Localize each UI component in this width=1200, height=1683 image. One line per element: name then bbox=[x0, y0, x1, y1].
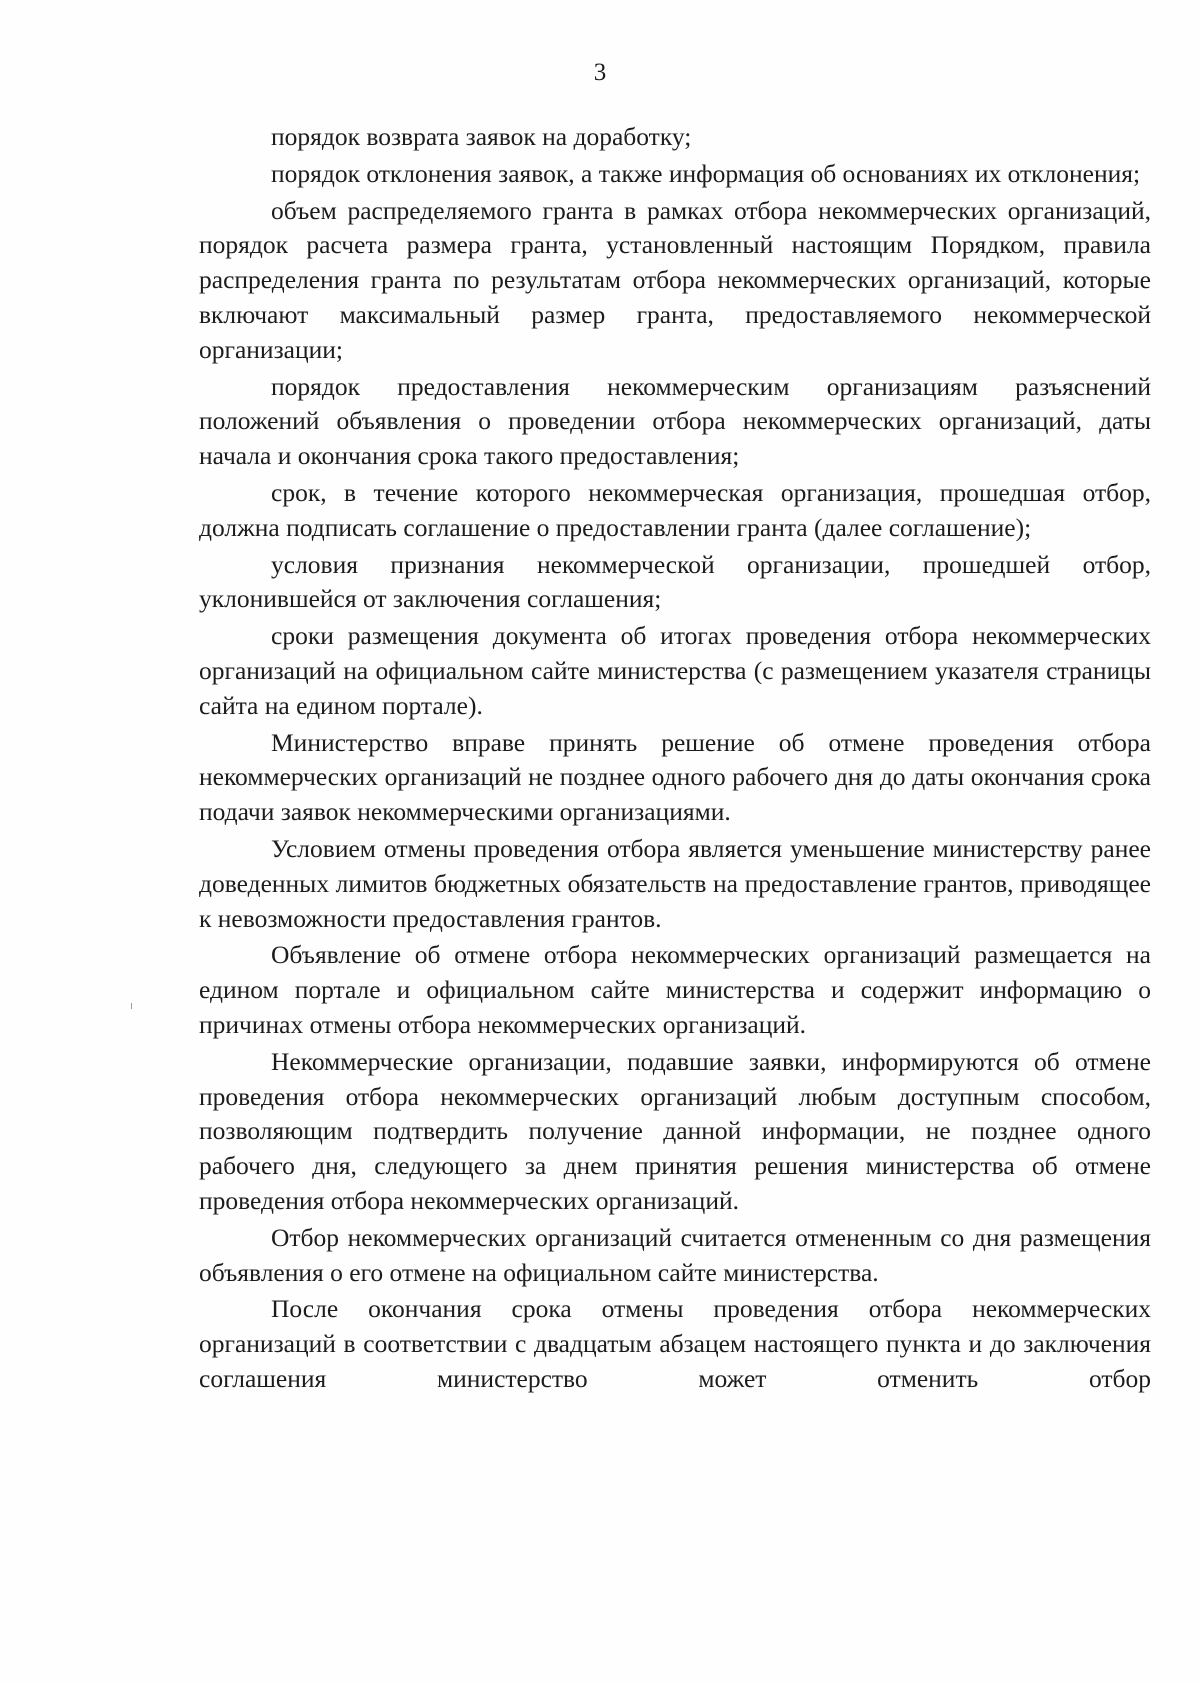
paragraph-cancellation-condition: Условием отмены проведения отбора является уменьшение министерству ранее доведенных лимитов бюджетных обязательств на предоставление грантов, приводящее к невозможности предоставления грантов. bbox=[199, 833, 1151, 933]
paragraph-grant-volume: объем распределяемого гранта в рамках отбора некоммерческих организаций, порядок расчета размера гранта, установленный настоящим Порядком, правила распределения гранта по результатам отбора некоммерческих организаций, которые включают максимальный размер гранта, предоставляемого некоммерческой организации; bbox=[199, 195, 1151, 364]
paragraph-clarifications: порядок предоставления некоммерческим организациям разъяснений положений объявления о проведении отбора некоммерческих организаций, даты начала и окончания срока такого предоставления; bbox=[199, 371, 1151, 471]
page-number: 3 bbox=[593, 59, 607, 86]
scan-artifact bbox=[131, 1003, 132, 1009]
paragraph-signing-term: срок, в течение которого некоммерческая организация, прошедшая отбор, должна подписать соглашение о предоставлении гранта (далее соглашение); bbox=[199, 477, 1151, 542]
paragraph-evasion-conditions: условия признания некоммерческой организации, прошедшей отбор, уклонившейся от заключения соглашения; bbox=[199, 549, 1151, 614]
paragraph-after-cancellation-term: После окончания срока отмены проведения отбора некоммерческих организаций в соответствии с двадцатым абзацем настоящего пункта и до заключения соглашения министерство может отменить отбор bbox=[199, 1294, 1151, 1393]
paragraph-cancellation-effective: Отбор некоммерческих организаций считается отмененным со дня размещения объявления о его отмене на официальном сайте министерства. bbox=[199, 1222, 1151, 1287]
paragraph-cancellation-notice: Объявление об отмене отбора некоммерческих организаций размещается на едином портале и официальном сайте министерства и содержит информацию о причинах отмены отбора некоммерческих организаций. bbox=[199, 940, 1151, 1039]
paragraph-rejection-order: порядок отклонения заявок, а также информация об основаниях их отклонения; bbox=[271, 158, 1141, 188]
paragraph-applicants-informed: Некоммерческие организации, подавшие заявки, информируются об отмене проведения отбора некоммерческих организаций любым доступным способом, позволяющим подтвердить получение данной информации, не позднее одного рабочего дня, следующего за днем принятия решения министерства об отмене проведения отбора некоммерческих организаций. bbox=[199, 1046, 1151, 1215]
paragraph-return-order: порядок возврата заявок на доработку; bbox=[271, 122, 692, 151]
paragraph-cancellation-right: Министерство вправе принять решение об отмене проведения отбора некоммерческих организаций не позднее одного рабочего дня до даты окончания срока подачи заявок некоммерческими организациями. bbox=[199, 727, 1151, 827]
paragraph-results-publication: сроки размещения документа об итогах проведения отбора некоммерческих организаций на официальном сайте министерства (с размещением указателя страницы сайта на едином портале). bbox=[199, 621, 1151, 720]
document-body bbox=[199, 120, 1151, 1399]
